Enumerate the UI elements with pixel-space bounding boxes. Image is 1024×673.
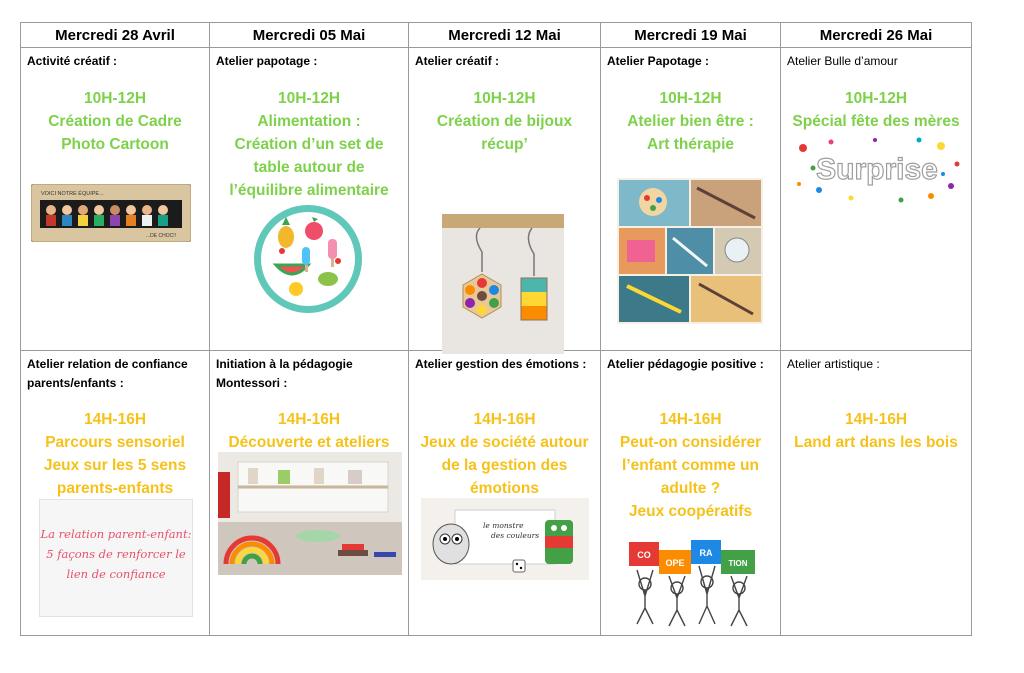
- day-header: Mercredi 05 Mai: [210, 23, 409, 48]
- cooperation-puzzle-image: [623, 536, 763, 628]
- activity-line: Jeux sur les 5 sens: [43, 457, 187, 474]
- puzzle-piece-label: CO: [637, 550, 651, 560]
- activity-details: [210, 87, 408, 202]
- activity-line: Alimentation :: [257, 113, 361, 130]
- activity-line: adulte ?: [660, 480, 721, 497]
- activity-line: l’enfant comme un: [622, 457, 759, 474]
- activity-line: Atelier bien être :: [627, 113, 754, 130]
- activity-line: Jeux coopératifs: [628, 503, 753, 520]
- frame-sign: ...DE CHOC!!: [146, 233, 177, 239]
- frame-caption: VOICI NOTRE ÉQUIPE...: [41, 191, 104, 197]
- cartoon-frame-image: [31, 184, 191, 242]
- activity-line: l’équilibre alimentaire: [229, 182, 389, 199]
- activity-time: 14H-16H: [473, 411, 536, 428]
- activity-cell: [781, 48, 972, 351]
- activity-title: Atelier pédagogie positive :: [607, 357, 764, 371]
- activity-time: 10H-12H: [473, 90, 536, 107]
- activity-details: [409, 87, 600, 156]
- card-line: 5 façons de renforcer le: [46, 547, 186, 561]
- activity-line: Photo Cartoon: [61, 136, 169, 153]
- activity-line: table autour de: [253, 159, 365, 176]
- parent-child-card-image: [39, 499, 193, 617]
- activity-details: [210, 408, 408, 454]
- activity-line: de la gestion des: [441, 457, 568, 474]
- activity-time: 10H-12H: [659, 90, 722, 107]
- activity-title: Atelier créatif :: [415, 54, 500, 68]
- activity-details: [21, 408, 209, 500]
- box-text: le monstre: [483, 521, 524, 530]
- activity-line: Land art dans les bois: [794, 434, 958, 451]
- activity-line: Spécial fête des mères: [792, 113, 960, 130]
- activity-title: Atelier relation de confiance parents/enfants :: [27, 357, 188, 390]
- puzzle-piece-label: TION: [728, 559, 748, 568]
- activity-title: Atelier Papotage :: [607, 54, 710, 68]
- activity-line: Création de bijoux: [436, 113, 573, 130]
- activity-cell: [21, 48, 210, 351]
- activity-time: 10H-12H: [844, 90, 908, 107]
- afternoon-row: [21, 351, 972, 636]
- activity-line: Jeux de société autour: [420, 434, 589, 451]
- activity-time: 10H-12H: [83, 90, 147, 107]
- puzzle-piece-label: OPE: [665, 558, 685, 568]
- activity-cell: [601, 48, 781, 351]
- activity-title: Atelier Bulle d’amour: [787, 54, 898, 68]
- activity-details: [409, 408, 600, 500]
- color-monster-game-image: [421, 498, 589, 580]
- day-header: Mercredi 12 Mai: [409, 23, 601, 48]
- activity-line: Art thérapie: [647, 136, 734, 153]
- activity-cell: [409, 48, 601, 351]
- box-text: des couleurs: [491, 531, 540, 540]
- day-header: Mercredi 19 Mai: [601, 23, 781, 48]
- activity-title: Atelier papotage :: [216, 54, 318, 68]
- activity-cell: [409, 351, 601, 636]
- activity-line: récup’: [481, 136, 528, 153]
- surprise-word: Surprise: [816, 153, 938, 186]
- activity-details: [781, 408, 971, 454]
- activity-details: [781, 87, 971, 133]
- activity-line: Création d’un set de: [234, 136, 384, 153]
- activity-details: [601, 87, 780, 156]
- activity-time: 14H-16H: [277, 411, 341, 428]
- activity-title: Activité créatif :: [27, 54, 118, 68]
- day-header: Mercredi 28 Avril: [21, 23, 210, 48]
- activity-time: 14H-16H: [83, 411, 147, 428]
- activity-time: 10H-12H: [277, 90, 341, 107]
- activity-line: Découverte et ateliers: [228, 434, 390, 451]
- fruit-plate-image: [252, 203, 364, 315]
- card-line: La relation parent-enfant:: [40, 527, 192, 541]
- card-line: lien de confiance: [66, 567, 166, 581]
- surprise-image: [791, 134, 963, 206]
- activity-line: émotions: [470, 480, 539, 497]
- activity-cell: [601, 351, 781, 636]
- day-header: Mercredi 26 Mai: [781, 23, 972, 48]
- activity-line: Parcours sensoriel: [45, 434, 185, 451]
- activity-details: [21, 87, 209, 156]
- activity-cell: [781, 351, 972, 636]
- montessori-classroom-image: [218, 452, 402, 575]
- activity-cell: [21, 351, 210, 636]
- activity-cell: [210, 48, 409, 351]
- activity-cell: [210, 351, 409, 636]
- activity-line: Peut-on considérer: [619, 434, 762, 451]
- planning-table: [20, 22, 972, 636]
- puzzle-piece-label: RA: [699, 548, 713, 558]
- activity-details: [601, 408, 780, 523]
- activity-time: 14H-16H: [844, 411, 908, 428]
- morning-row: [21, 48, 972, 351]
- activity-line: parents-enfants: [56, 480, 174, 497]
- activity-title: Atelier gestion des émotions :: [415, 357, 587, 371]
- header-row: [21, 23, 972, 48]
- pencil-earrings-image: [442, 214, 564, 354]
- activity-time: 14H-16H: [659, 411, 722, 428]
- art-therapy-collage-image: [617, 178, 763, 324]
- activity-title: Atelier artistique :: [787, 357, 880, 371]
- activity-title: Initiation à la pédagogie Montessori :: [216, 357, 353, 390]
- activity-line: Création de Cadre: [48, 113, 182, 130]
